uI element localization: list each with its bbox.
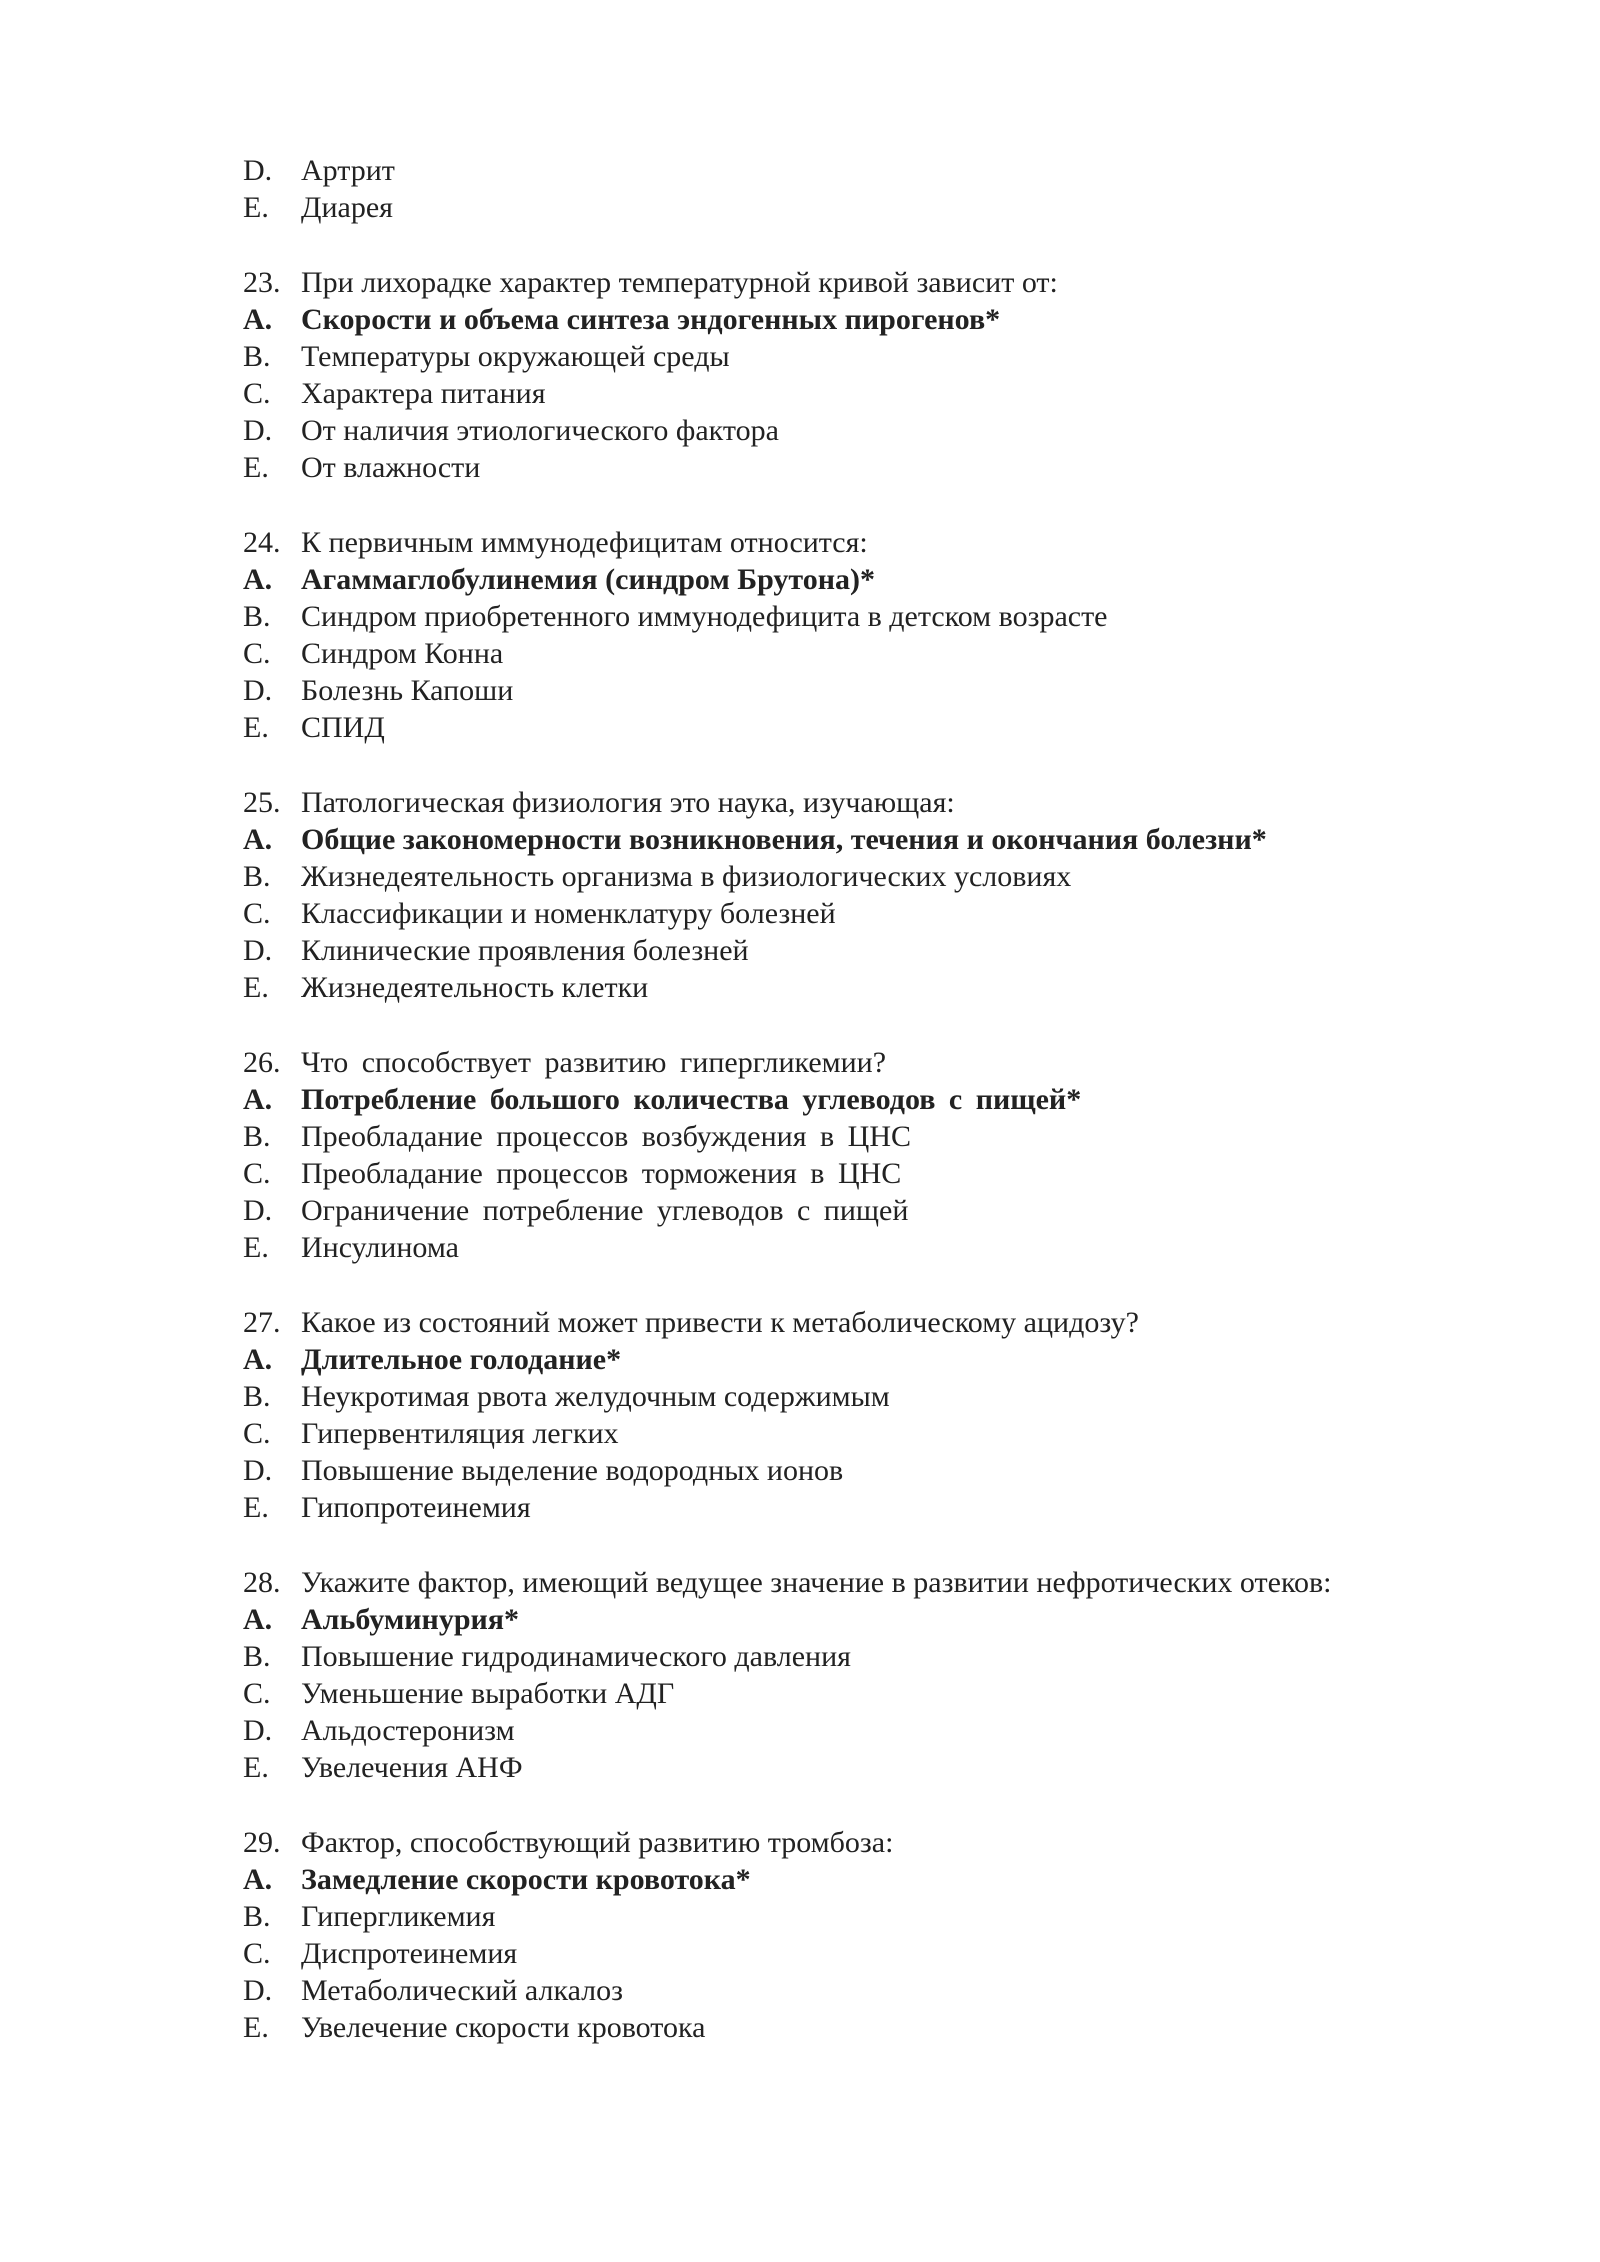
option-marker: B. [243,340,271,373]
option-text: Потребление большого количества углеводов с пищей* [301,1083,1082,1116]
option-marker: C. [243,377,271,410]
option-text: Синдром приобретенного иммунодефицита в детском возрасте [301,600,1108,633]
option-line [243,1452,1503,1489]
option-text: Повышение гидродинамического давления [301,1640,851,1673]
option-marker: D. [243,1714,273,1747]
option-text: Альдостеронизм [301,1714,515,1747]
correct-option-line [243,821,1503,858]
option-marker: A. [243,303,273,336]
option-text: Длительное голодание* [301,1343,622,1376]
option-marker: E. [243,191,269,224]
question-line [243,524,1503,561]
option-line [243,189,1503,226]
option-text: Гипергликемия [301,1900,496,1933]
option-marker: E. [243,1491,269,1524]
option-marker: D. [243,414,273,447]
option-line [243,1712,1503,1749]
correct-option-line [243,1081,1503,1118]
option-line [243,672,1503,709]
spacer [243,1786,1503,1824]
question-number: 28. [243,1566,281,1599]
option-marker: B. [243,1640,271,1673]
option-marker: E. [243,1751,269,1784]
option-text: Неукротимая рвота желудочным содержимым [301,1380,890,1413]
option-text: Агаммаглобулинемия (синдром Брутона)* [301,563,875,596]
question-28 [243,1564,1503,1786]
option-text: Гипервентиляция легких [301,1417,619,1450]
option-marker: A. [243,823,273,856]
option-line [243,969,1503,1006]
spacer [243,226,1503,264]
correct-option-line [243,301,1503,338]
option-text: Повышение выделение водородных ионов [301,1454,844,1487]
question-number: 23. [243,266,281,299]
question-25 [243,784,1503,1006]
option-text: Диарея [301,191,393,224]
option-marker: C. [243,1677,271,1710]
option-marker: B. [243,1120,271,1153]
option-marker: B. [243,1380,271,1413]
option-text: Синдром Конна [301,637,504,670]
question-23 [243,264,1503,486]
option-marker: E. [243,1231,269,1264]
question-number: 29. [243,1826,281,1859]
option-line [243,932,1503,969]
option-text: Уменьшение выработки АДГ [301,1677,675,1710]
option-line [243,1749,1503,1786]
option-line [243,598,1503,635]
option-text: Артрит [301,154,395,187]
option-line [243,1675,1503,1712]
option-line [243,1192,1503,1229]
spacer [243,1266,1503,1304]
option-marker: E. [243,2011,269,2044]
option-line [243,1898,1503,1935]
option-text: Метаболический алкалоз [301,1974,624,2007]
question-24 [243,524,1503,746]
option-line [243,709,1503,746]
option-line [243,895,1503,932]
option-text: Инсулинома [301,1231,459,1264]
spacer [243,486,1503,524]
question-line [243,264,1503,301]
option-line [243,412,1503,449]
option-line [243,1415,1503,1452]
option-marker: D. [243,674,273,707]
question-number: 26. [243,1046,281,1079]
option-line [243,1638,1503,1675]
option-text: Гипопротеинемия [301,1491,531,1524]
option-line [243,1118,1503,1155]
question-number: 24. [243,526,281,559]
question-text: Фактор, способствующий развитию тромбоза: [301,1826,894,1859]
option-text: Альбуминурия* [301,1603,520,1636]
option-line [243,449,1503,486]
option-line [243,1972,1503,2009]
option-line [243,858,1503,895]
option-line [243,635,1503,672]
question-line [243,784,1503,821]
option-marker: E. [243,971,269,1004]
option-line [243,1229,1503,1266]
option-text: СПИД [301,711,385,744]
correct-option-line [243,561,1503,598]
option-line [243,1935,1503,1972]
option-marker: A. [243,1603,273,1636]
option-text: Преобладание процессов возбуждения в ЦНС [301,1120,912,1153]
option-text: Жизнедеятельность клетки [301,971,649,1004]
option-text: Увелечение скорости кровотока [301,2011,706,2044]
option-text: Увелечения АНФ [301,1751,523,1784]
option-marker: C. [243,637,271,670]
option-marker: B. [243,600,271,633]
question-number: 25. [243,786,281,819]
question-26 [243,1044,1503,1266]
option-line [243,2009,1503,2046]
question-text: При лихорадке характер температурной кривой зависит от: [301,266,1058,299]
option-marker: C. [243,897,271,930]
correct-option-line [243,1861,1503,1898]
option-marker: C. [243,1417,271,1450]
question-text: Укажите фактор, имеющий ведущее значение в развитии нефротических отеков: [301,1566,1332,1599]
option-marker: E. [243,451,269,484]
question-line [243,1044,1503,1081]
option-text: Замедление скорости кровотока* [301,1863,751,1896]
option-marker: C. [243,1157,271,1190]
spacer [243,1526,1503,1564]
option-text: Диспротеинемия [301,1937,518,1970]
option-marker: B. [243,1900,271,1933]
question-line [243,1564,1503,1601]
correct-option-line [243,1601,1503,1638]
option-text: Температуры окружающей среды [301,340,730,373]
option-text: Характера питания [301,377,546,410]
option-text: Общие закономерности возникновения, течения и окончания болезни* [301,823,1267,856]
option-text: От наличия этиологического фактора [301,414,779,447]
option-line [243,338,1503,375]
question-29 [243,1824,1503,2046]
option-marker: E. [243,711,269,744]
question-text: Что способствует развитию гипергликемии? [301,1046,887,1079]
question-line [243,1304,1503,1341]
question-line [243,1824,1503,1861]
option-line [243,1489,1503,1526]
option-line [243,1155,1503,1192]
option-marker: D. [243,1974,273,2007]
option-line [243,375,1503,412]
option-marker: A. [243,1863,273,1896]
option-text: Ограничение потребление углеводов с пищей [301,1194,909,1227]
option-text: Преобладание процессов торможения в ЦНС [301,1157,902,1190]
option-text: Болезнь Капоши [301,674,514,707]
option-line [243,1378,1503,1415]
question-number: 27. [243,1306,281,1339]
question-text: Патологическая физиология это наука, изучающая: [301,786,955,819]
option-marker: D. [243,1454,273,1487]
test-questions [243,152,1503,2046]
option-text: Клинические проявления болезней [301,934,749,967]
option-marker: A. [243,1343,273,1376]
option-text: Классификации и номенклатуру болезней [301,897,836,930]
option-marker: C. [243,1937,271,1970]
option-marker: A. [243,563,273,596]
option-text: Скорости и объема синтеза эндогенных пирогенов* [301,303,1001,336]
correct-option-line [243,1341,1503,1378]
question-27 [243,1304,1503,1526]
option-marker: D. [243,934,273,967]
option-marker: D. [243,154,273,187]
option-text: Жизнедеятельность организма в физиологических условиях [301,860,1072,893]
spacer [243,1006,1503,1044]
question-text: Какое из состояний может привести к метаболическому ацидозу? [301,1306,1139,1339]
option-marker: A. [243,1083,273,1116]
option-marker: B. [243,860,271,893]
option-marker: D. [243,1194,273,1227]
option-text: От влажности [301,451,481,484]
question-text: К первичным иммунодефицитам относится: [301,526,868,559]
option-line [243,152,1503,189]
spacer [243,746,1503,784]
